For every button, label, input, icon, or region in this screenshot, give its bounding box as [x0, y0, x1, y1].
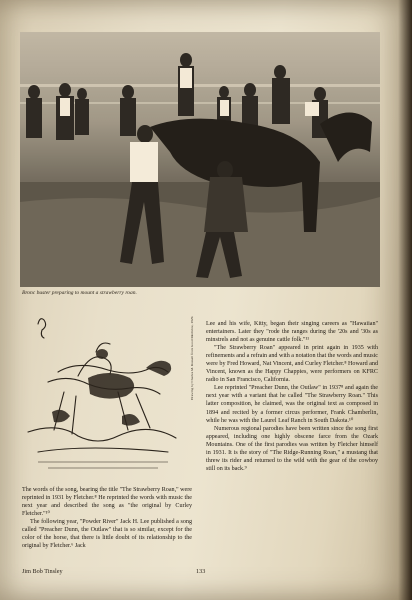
page-edge-shadow	[398, 0, 412, 600]
page-number: 133	[196, 568, 206, 575]
footer-author: Jim Bob Tinsley	[22, 568, 63, 575]
right-text-column	[206, 320, 378, 473]
left-paragraph: The following year, "Powder River" Jack H. Lee published a song called "Preacher Dunn, the Outlaw" that is so similar, except for the color of the horse, that there is little doubt of its relationship to the original by Fletcher.⁶ Jack	[22, 519, 192, 550]
right-paragraph: "The Strawberry Roan" appeared in print again in 1935 with refinements and a refrain and with a notation that the words and music were by Fred Howard, Nat Vincent, and Curley Fletcher.⁸ Howard and Vincent, known as the Happy Chappies, were performers on KFRC radio in San Francisco, California.	[206, 345, 378, 384]
bucking-horse-drawing	[18, 312, 188, 484]
right-paragraph: Numerous regional parodies have been written since the song first appeared, including one highly obscene farce from the Ozark Mountains. One of the first parodies was written by Fletcher himself in 1931. It is the story of "The Ridge-Running Roan," a mustang that threw its rider and returned to the wild with the gear of the cowboy still on its back.⁹	[206, 425, 378, 472]
photo-caption: Bronc buster preparing to mount a strawberry roan.	[22, 290, 137, 296]
drawing-credit: Drawing by Charles M. Russell from Good Medicine, 1929.	[190, 315, 194, 400]
left-text-column	[22, 486, 192, 550]
bronc-buster-photo	[20, 32, 380, 287]
left-paragraph: The words of the song, bearing the title "The Strawberry Roan," were reprinted in 1931 by Fletcher.⁸ He reprinted the words with music the next year and described the song as "the original by Curley Fletcher."¹⁰	[22, 487, 192, 518]
right-paragraph: Lee and his wife, Kitty, began their singing careers as "Hawaiian" entertainers. Later they "rode the ranges during the '20s and '30s as minstrels and not as genuine cattle folk."¹¹	[206, 321, 378, 344]
right-paragraph: Lee reprinted "Preacher Dunn, the Outlaw" in 1937⁸ and again the next year with a variant that he called "The Strawberry Roan." This latter composition, he claimed, was the original text as composed in 1894 and recited by a former circus performer, Frank Chamberlin, while he was with the Laurel Leaf Ranch in South Dakota.¹⁰	[206, 385, 378, 424]
